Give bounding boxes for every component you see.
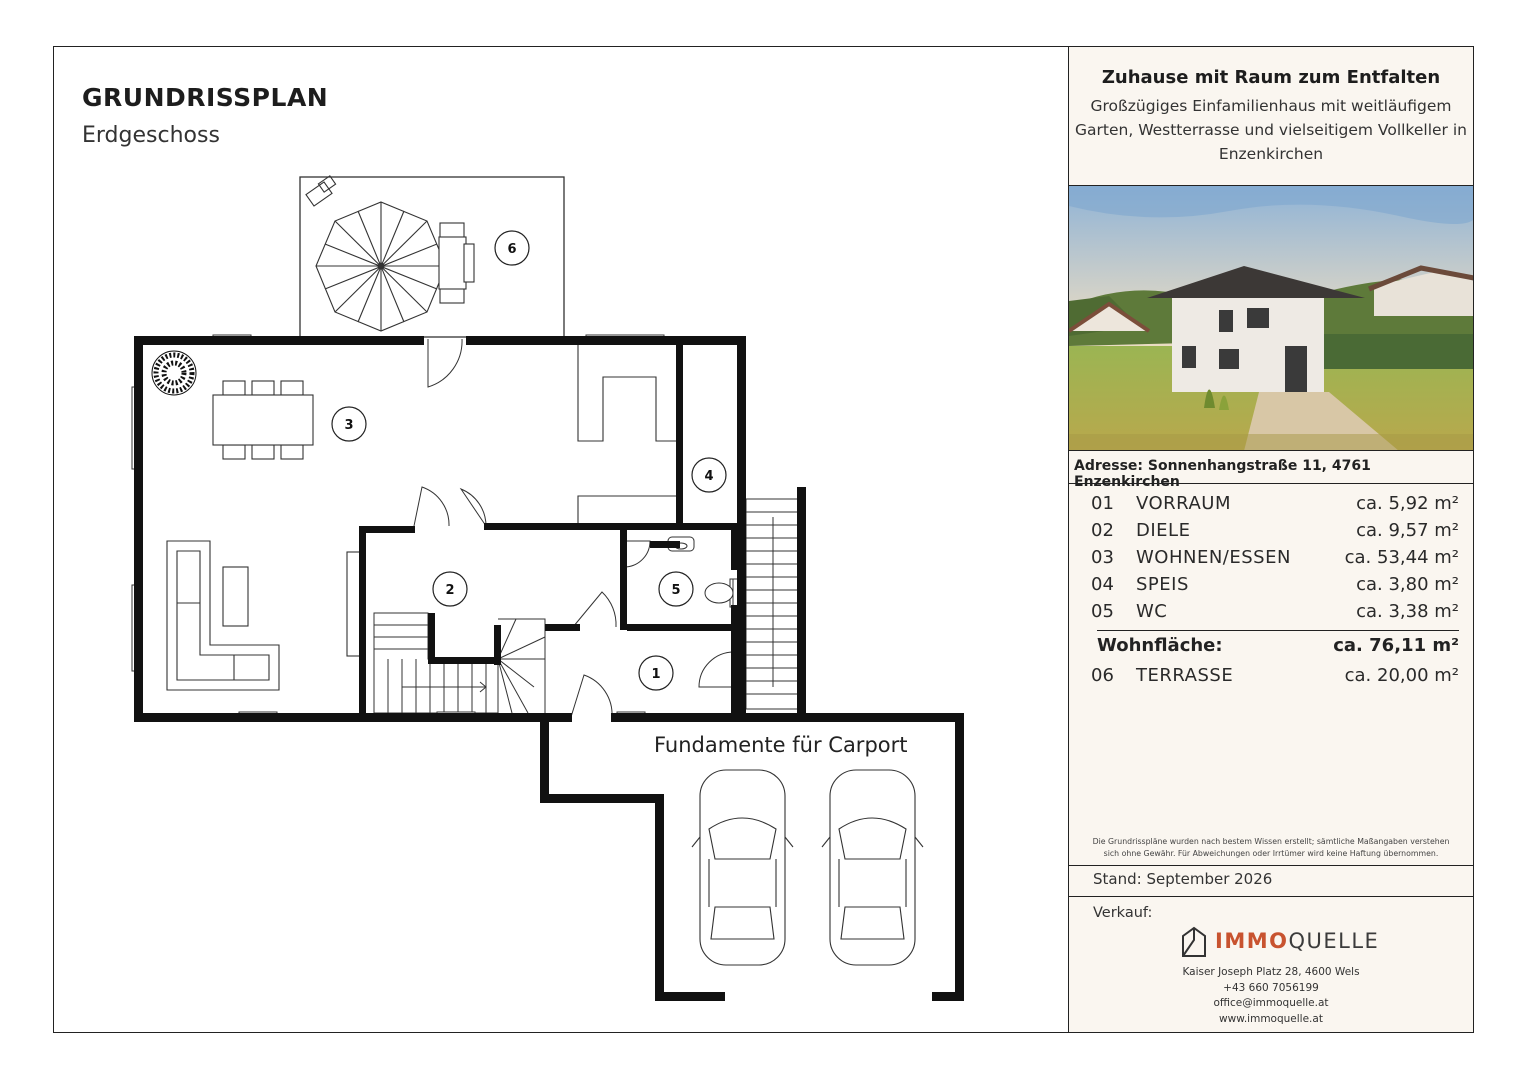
dining-table-icon <box>213 381 313 459</box>
car-icon-left <box>692 770 793 965</box>
floor-plan-drawing <box>54 47 1068 1032</box>
room-number: 01 <box>1091 493 1114 514</box>
room-row <box>1091 601 1459 628</box>
room-area: ca. 53,44 m² <box>1344 547 1459 568</box>
sofa-icon <box>167 541 279 690</box>
room-markers <box>332 231 726 690</box>
contact-website[interactable]: www.immoquelle.at <box>1219 1012 1323 1025</box>
total-area-row <box>1097 630 1459 665</box>
disclaimer <box>1077 836 1465 860</box>
disclaimer-line: Die Grundrisspläne wurden nach bestem Wissen erstellt; sämtliche Maßangaben verstehen <box>1092 837 1450 846</box>
disclaimer-line: sich ohne Gewähr. Für Abweichungen oder Irrtümer wird keine Haftung übernommen. <box>1103 849 1439 858</box>
plant-icon <box>152 351 196 395</box>
sideboard-icon <box>347 552 361 656</box>
contact-address: Kaiser Joseph Platz 28, 4600 Wels <box>1182 966 1360 978</box>
room-name: SPEIS <box>1136 574 1189 595</box>
divider <box>1069 483 1473 484</box>
house-logo-icon <box>1181 926 1207 958</box>
divider <box>1069 896 1473 897</box>
room-list <box>1091 493 1459 692</box>
brand-name <box>1215 929 1379 953</box>
room-name: WOHNEN/ESSEN <box>1136 547 1291 568</box>
headline: Zuhause mit Raum zum Entfalten <box>1101 67 1441 88</box>
plan-title: GRUNDRISSPLAN <box>82 83 329 112</box>
room-marker-2: 2 <box>445 583 455 598</box>
room-marker-1: 1 <box>651 667 661 682</box>
room-number: 05 <box>1091 601 1114 622</box>
total-area: ca. 76,11 m² <box>1333 635 1459 656</box>
info-header <box>1069 47 1473 186</box>
contact-block <box>1069 965 1473 1027</box>
total-label: Wohnfläche: <box>1097 635 1223 656</box>
brand-name-part: QUELLE <box>1288 929 1380 953</box>
contact-phone: +43 660 7056199 <box>1223 981 1319 994</box>
room-marker-4: 4 <box>704 469 714 484</box>
room-marker-6: 6 <box>507 242 517 257</box>
car-icon-right <box>822 770 923 965</box>
house-photo <box>1069 186 1473 451</box>
divider <box>1069 865 1473 866</box>
room-number: 03 <box>1091 547 1114 568</box>
room-row-terrace <box>1091 665 1459 692</box>
room-row <box>1091 493 1459 520</box>
room-name: DIELE <box>1136 520 1191 541</box>
room-row <box>1091 547 1459 574</box>
room-area: ca. 3,38 m² <box>1356 601 1459 622</box>
room-number: 06 <box>1091 665 1114 686</box>
plan-subtitle: Erdgeschoss <box>82 123 220 148</box>
address-line: Adresse: Sonnenhangstraße 11, 4761 Enzenkirchen <box>1074 458 1371 490</box>
room-row <box>1091 574 1459 601</box>
carport-label: Fundamente für Carport <box>654 733 908 757</box>
terrace-chairs-icon <box>439 223 474 303</box>
room-name: TERRASSE <box>1136 665 1234 686</box>
room-marker-5: 5 <box>671 583 681 598</box>
stand-date: Stand: September 2026 <box>1093 870 1273 888</box>
room-area: ca. 5,92 m² <box>1356 493 1459 514</box>
room-name: WC <box>1136 601 1168 622</box>
info-panel <box>1068 47 1473 1032</box>
staircase-right-icon <box>746 499 801 709</box>
room-row <box>1091 520 1459 547</box>
verkauf-label: Verkauf: <box>1093 905 1153 921</box>
room-number: 02 <box>1091 520 1114 541</box>
plan-sheet <box>53 46 1474 1033</box>
parasol-icon <box>306 176 446 331</box>
room-area: ca. 3,80 m² <box>1356 574 1459 595</box>
kitchen-counter-icon <box>578 345 681 524</box>
room-area: ca. 9,57 m² <box>1356 520 1459 541</box>
room-name: VORRAUM <box>1136 493 1231 514</box>
brand-logo <box>1181 926 1380 958</box>
contact-email[interactable]: office@immoquelle.at <box>1213 997 1329 1009</box>
description: Großzügiges Einfamilienhaus mit weitläufigem Garten, Westterrasse und vielseitigem Vollkeller in Enzenkirchen <box>1075 97 1467 163</box>
room-number: 04 <box>1091 574 1114 595</box>
room-area: ca. 20,00 m² <box>1344 665 1459 686</box>
room-marker-3: 3 <box>344 418 354 433</box>
floor-plan-area <box>54 47 1068 1032</box>
brand-name-part: IMMO <box>1215 929 1289 953</box>
